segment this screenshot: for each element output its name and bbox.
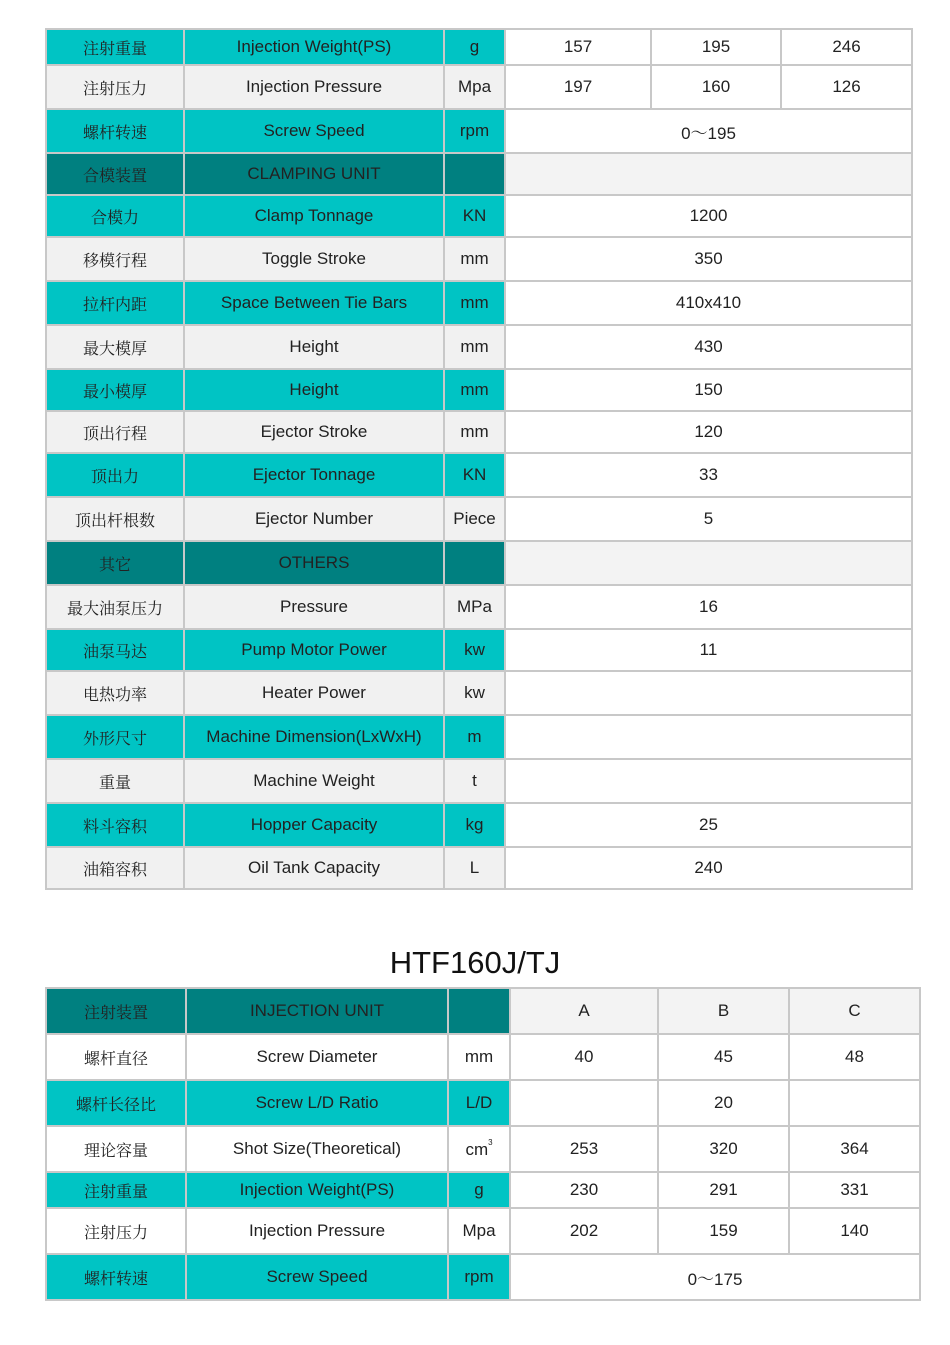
unit-text: KN xyxy=(462,465,487,484)
value-cell: 410x410 xyxy=(505,281,912,325)
table-row xyxy=(46,411,912,453)
label-en: Heater Power xyxy=(184,671,444,715)
label-zh: 顶出力 xyxy=(46,453,184,497)
unit-cell xyxy=(444,369,505,411)
value-cell: 160 xyxy=(651,65,781,109)
value-cell: 140 xyxy=(789,1208,920,1254)
label-zh: 拉杆内距 xyxy=(46,281,184,325)
unit-cell xyxy=(444,847,505,889)
table-row xyxy=(46,195,912,237)
label-zh: 螺杆直径 xyxy=(46,1034,186,1080)
label-en: Injection Weight(PS) xyxy=(184,29,444,65)
value-cell xyxy=(505,671,912,715)
unit-cell xyxy=(444,715,505,759)
value-cell: 16 xyxy=(505,585,912,629)
label-en: Machine Weight xyxy=(184,759,444,803)
value-cell: 240 xyxy=(505,847,912,889)
unit-cell xyxy=(444,803,505,847)
unit-cell xyxy=(444,629,505,671)
unit-cell xyxy=(444,541,505,585)
unit-cell xyxy=(444,411,505,453)
spec-table-htf160 xyxy=(45,987,921,1301)
unit-cell xyxy=(448,1126,510,1172)
label-en: Ejector Tonnage xyxy=(184,453,444,497)
label-zh: 注射重量 xyxy=(46,29,184,65)
label-zh: 注射重量 xyxy=(46,1172,186,1208)
table-row xyxy=(46,109,912,153)
table-row xyxy=(46,1034,920,1080)
value-cell xyxy=(505,541,912,585)
table-row xyxy=(46,1126,920,1172)
label-zh: 最大油泵压力 xyxy=(46,585,184,629)
label-en: OTHERS xyxy=(184,541,444,585)
unit-text: KN xyxy=(462,206,487,225)
table-row xyxy=(46,671,912,715)
label-zh: 最小模厚 xyxy=(46,369,184,411)
table-row xyxy=(46,369,912,411)
unit-text: L/D xyxy=(465,1093,493,1112)
label-en: Space Between Tie Bars xyxy=(184,281,444,325)
label-zh: 顶出杆根数 xyxy=(46,497,184,541)
label-zh: 最大模厚 xyxy=(46,325,184,369)
label-en: Machine Dimension(LxWxH) xyxy=(184,715,444,759)
table-row xyxy=(46,325,912,369)
label-en: Pump Motor Power xyxy=(184,629,444,671)
value-cell xyxy=(789,1080,920,1126)
value-cell: 40 xyxy=(510,1034,658,1080)
unit-text: mm xyxy=(464,1047,494,1066)
unit-text: cm xyxy=(465,1140,489,1159)
value-cell: 253 xyxy=(510,1126,658,1172)
label-zh: 螺杆长径比 xyxy=(46,1080,186,1126)
value-cell: 48 xyxy=(789,1034,920,1080)
label-zh: 料斗容积 xyxy=(46,803,184,847)
table-row xyxy=(46,153,912,195)
value-cell: 246 xyxy=(781,29,912,65)
value-cell: 150 xyxy=(505,369,912,411)
table-row xyxy=(46,759,912,803)
unit-cell xyxy=(444,29,505,65)
unit-text: rpm xyxy=(459,121,490,140)
unit-text: g xyxy=(474,1180,484,1199)
unit-superscript: 3 xyxy=(488,1138,493,1147)
label-zh: 螺杆转速 xyxy=(46,1254,186,1300)
label-en: Shot Size(Theoretical) xyxy=(186,1126,448,1172)
unit-text: mm xyxy=(460,422,489,441)
unit-text: m xyxy=(467,727,482,746)
unit-cell xyxy=(444,671,505,715)
value-cell: 5 xyxy=(505,497,912,541)
unit-text: MPa xyxy=(457,597,492,616)
unit-cell xyxy=(444,153,505,195)
value-cell: 0～175 xyxy=(510,1254,920,1300)
unit-cell xyxy=(448,1254,510,1300)
unit-cell xyxy=(448,1034,510,1080)
unit-cell xyxy=(444,109,505,153)
table-row xyxy=(46,29,912,65)
value-cell: 20 xyxy=(658,1080,789,1126)
label-en: Screw Speed xyxy=(186,1254,448,1300)
unit-text: kg xyxy=(465,815,484,834)
table-row xyxy=(46,847,912,889)
value-cell: A xyxy=(510,988,658,1034)
unit-cell xyxy=(448,1080,510,1126)
label-zh: 注射压力 xyxy=(46,1208,186,1254)
model-title: HTF160J/TJ xyxy=(389,945,561,980)
table-row xyxy=(46,1208,920,1254)
unit-cell xyxy=(448,988,510,1034)
table-row xyxy=(46,497,912,541)
label-zh: 其它 xyxy=(46,541,184,585)
label-zh: 注射压力 xyxy=(46,65,184,109)
value-cell: 126 xyxy=(781,65,912,109)
table-row xyxy=(46,1254,920,1300)
value-cell xyxy=(510,1080,658,1126)
table-row xyxy=(46,1172,920,1208)
value-cell: 230 xyxy=(510,1172,658,1208)
value-cell: 159 xyxy=(658,1208,789,1254)
label-en: Injection Pressure xyxy=(186,1208,448,1254)
label-zh: 合模力 xyxy=(46,195,184,237)
label-en: Height xyxy=(184,369,444,411)
value-cell: 1200 xyxy=(505,195,912,237)
unit-text: kw xyxy=(464,640,485,659)
unit-cell xyxy=(444,325,505,369)
label-zh: 螺杆转速 xyxy=(46,109,184,153)
unit-cell xyxy=(444,585,505,629)
value-cell: 291 xyxy=(658,1172,789,1208)
value-cell: 197 xyxy=(505,65,651,109)
table-row xyxy=(46,803,912,847)
table-row xyxy=(46,1080,920,1126)
label-zh: 合模装置 xyxy=(46,153,184,195)
table-row xyxy=(46,237,912,281)
unit-text: mm xyxy=(460,293,489,312)
value-cell xyxy=(505,715,912,759)
table-row xyxy=(46,629,912,671)
label-zh: 电热功率 xyxy=(46,671,184,715)
table-row xyxy=(46,541,912,585)
unit-cell xyxy=(444,237,505,281)
value-cell: 202 xyxy=(510,1208,658,1254)
unit-cell xyxy=(444,281,505,325)
label-zh: 理论容量 xyxy=(46,1126,186,1172)
label-en: Screw L/D Ratio xyxy=(186,1080,448,1126)
value-cell: 331 xyxy=(789,1172,920,1208)
label-en: Injection Pressure xyxy=(184,65,444,109)
label-en: Clamp Tonnage xyxy=(184,195,444,237)
label-en: Screw Speed xyxy=(184,109,444,153)
unit-text: mm xyxy=(460,249,489,268)
value-cell: 0～195 xyxy=(505,109,912,153)
value-cell: 25 xyxy=(505,803,912,847)
value-cell: 11 xyxy=(505,629,912,671)
unit-cell xyxy=(444,65,505,109)
label-en: Height xyxy=(184,325,444,369)
label-en: INJECTION UNIT xyxy=(186,988,448,1034)
unit-cell xyxy=(444,195,505,237)
label-en: Ejector Stroke xyxy=(184,411,444,453)
unit-text: rpm xyxy=(464,1267,494,1286)
label-en: CLAMPING UNIT xyxy=(184,153,444,195)
value-cell: 157 xyxy=(505,29,651,65)
label-zh: 顶出行程 xyxy=(46,411,184,453)
unit-cell xyxy=(444,497,505,541)
table-header-row xyxy=(46,988,920,1034)
unit-text: L xyxy=(469,858,480,877)
label-en: Toggle Stroke xyxy=(184,237,444,281)
label-zh: 注射装置 xyxy=(46,988,186,1034)
unit-text: Mpa xyxy=(457,77,492,96)
value-cell xyxy=(505,759,912,803)
value-cell: C xyxy=(789,988,920,1034)
unit-text: kw xyxy=(464,683,485,702)
value-cell: 195 xyxy=(651,29,781,65)
unit-cell xyxy=(448,1208,510,1254)
table-row xyxy=(46,715,912,759)
unit-cell xyxy=(448,1172,510,1208)
label-en: Ejector Number xyxy=(184,497,444,541)
value-cell: 350 xyxy=(505,237,912,281)
spec-table-upper xyxy=(45,28,913,890)
unit-text: mm xyxy=(460,337,489,356)
table-row xyxy=(46,65,912,109)
unit-text: Piece xyxy=(453,509,496,528)
label-zh: 重量 xyxy=(46,759,184,803)
value-cell: 430 xyxy=(505,325,912,369)
unit-cell xyxy=(444,759,505,803)
unit-cell xyxy=(444,453,505,497)
unit-text: g xyxy=(469,37,480,56)
label-en: Injection Weight(PS) xyxy=(186,1172,448,1208)
value-cell: 320 xyxy=(658,1126,789,1172)
label-zh: 移模行程 xyxy=(46,237,184,281)
value-cell: 364 xyxy=(789,1126,920,1172)
value-cell: 120 xyxy=(505,411,912,453)
unit-text: mm xyxy=(460,380,489,399)
label-zh: 油泵马达 xyxy=(46,629,184,671)
label-en: Hopper Capacity xyxy=(184,803,444,847)
label-en: Pressure xyxy=(184,585,444,629)
label-en: Oil Tank Capacity xyxy=(184,847,444,889)
value-cell: 45 xyxy=(658,1034,789,1080)
table-row xyxy=(46,585,912,629)
label-zh: 油箱容积 xyxy=(46,847,184,889)
unit-text: Mpa xyxy=(462,1221,496,1240)
table-row xyxy=(46,281,912,325)
table-row xyxy=(46,453,912,497)
value-cell: B xyxy=(658,988,789,1034)
value-cell: 33 xyxy=(505,453,912,497)
value-cell xyxy=(505,153,912,195)
unit-text: t xyxy=(472,771,477,790)
label-en: Screw Diameter xyxy=(186,1034,448,1080)
label-zh: 外形尺寸 xyxy=(46,715,184,759)
